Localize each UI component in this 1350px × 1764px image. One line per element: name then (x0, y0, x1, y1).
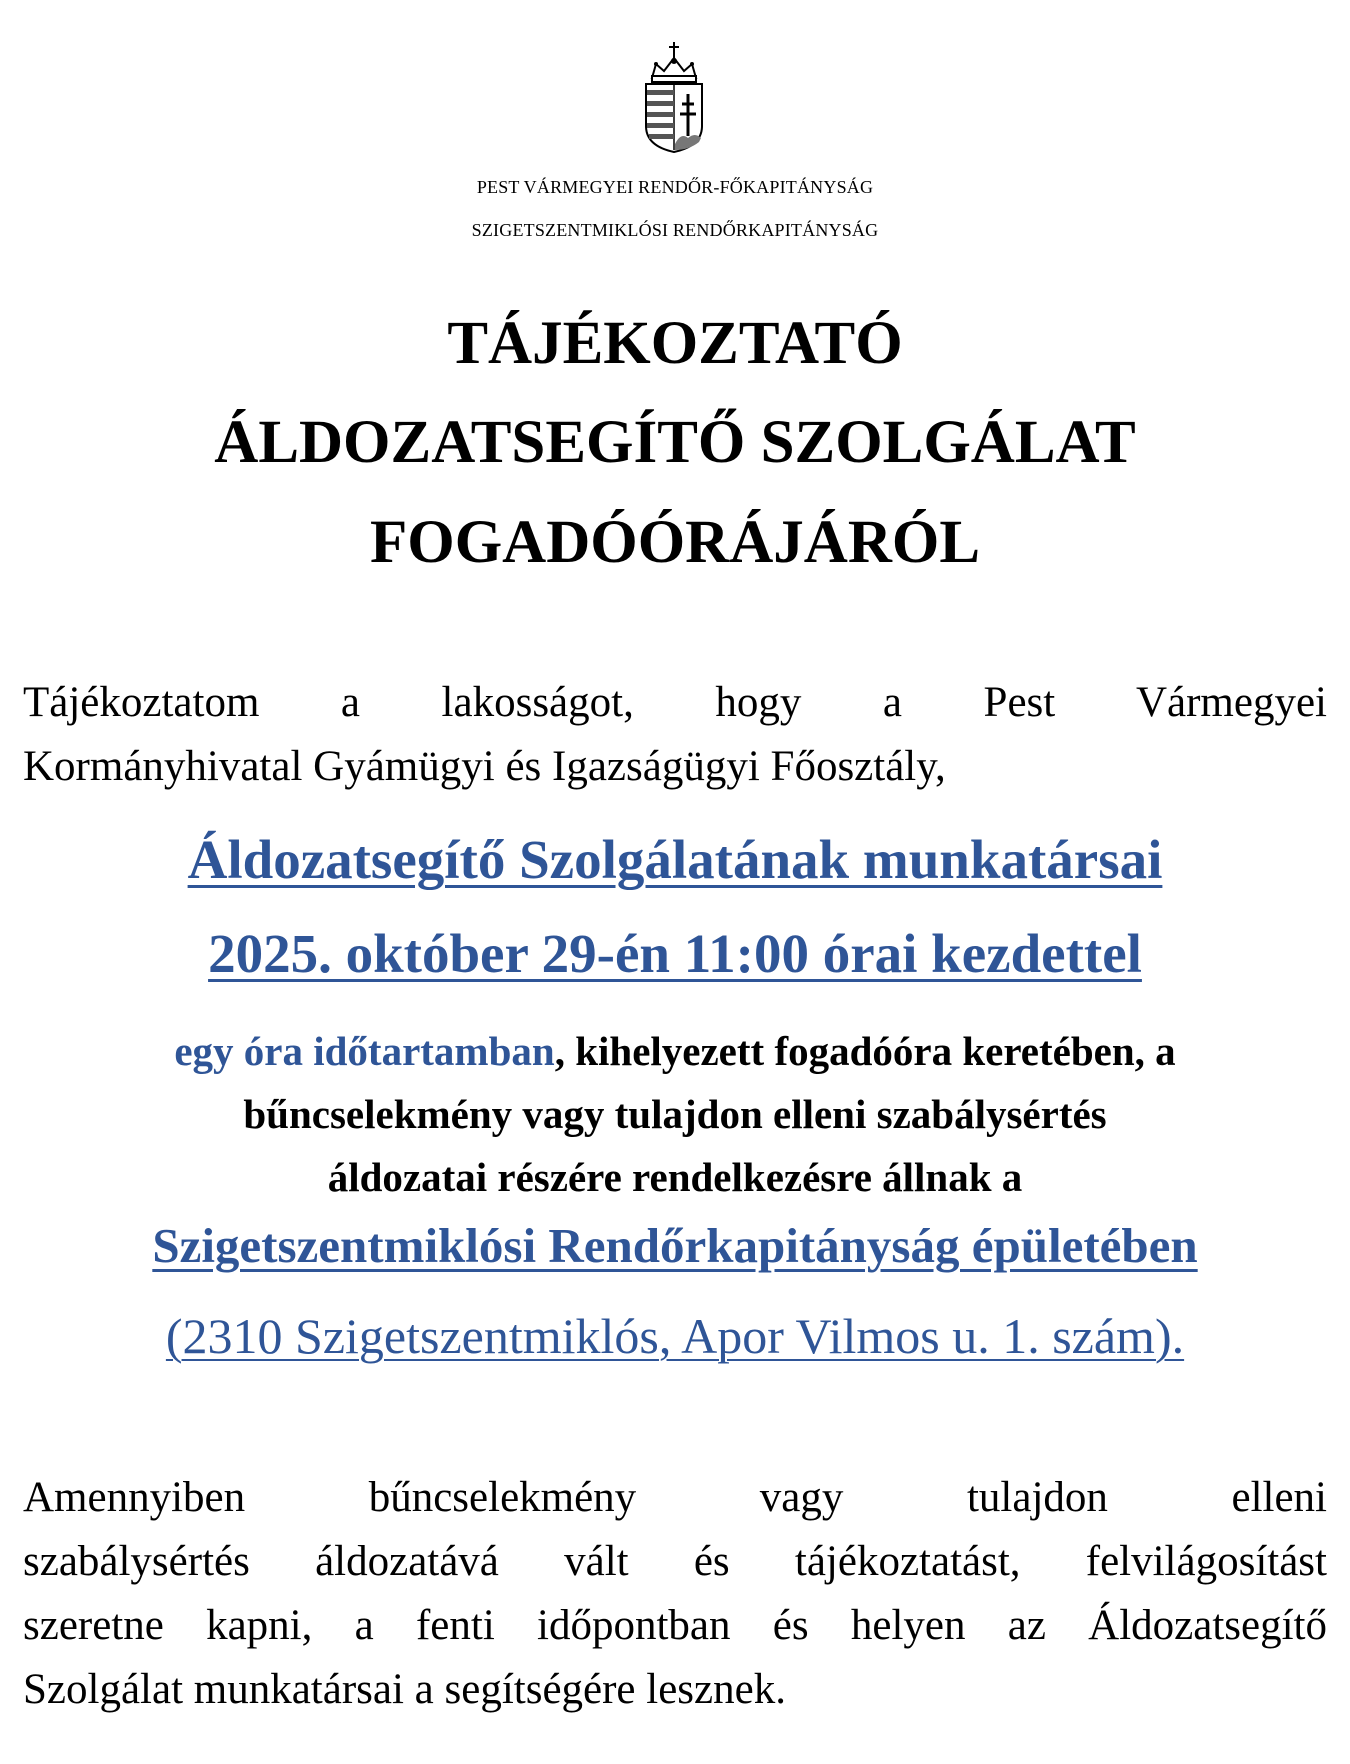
location-name: Szigetszentmiklósi Rendőrkapitányság épületében (152, 1218, 1198, 1273)
details-line: bűncselekmény vagy tulajdon elleni szabálysértés (243, 1091, 1107, 1137)
hungarian-coat-of-arms-icon (639, 34, 709, 154)
page-title-line3: FOGADÓÓRÁJÁRÓL (370, 509, 980, 576)
details-line (0, 1027, 1350, 1075)
event-datetime: 2025. október 29-én 11:00 órai kezdettel (208, 923, 1142, 984)
page-title: TÁJÉKOZTATÓ (447, 310, 903, 377)
closing-line: Amennyiben bűncselekmény vagy tulajdon elleni (23, 1474, 1327, 1521)
intro-line: Tájékoztatom a lakosságot, hogy a Pest Vármegyei (23, 679, 1327, 726)
closing-line: Szolgálat munkatársai a segítségére lesznek. (23, 1666, 786, 1713)
org-name-county: PEST VÁRMEGYEI RENDŐR-FŐKAPITÁNYSÁG (476, 177, 874, 197)
duration-text: egy óra időtartamban (174, 1028, 555, 1074)
location-address: (2310 Szigetszentmiklós, Apor Vilmos u. 1. szám). (165, 1308, 1185, 1364)
details-line1-text: , kihelyezett fogadóóra keretében, a (554, 1028, 1176, 1074)
intro-paragraph (23, 671, 1327, 799)
closing-line: szabálysértés áldozatává vált és tájékoztatást, felvilágosítást (23, 1538, 1327, 1585)
org-name-local: SZIGETSZENTMIKLÓSI RENDŐRKAPITÁNYSÁG (471, 220, 879, 240)
page-title-line2: ÁLDOZATSEGÍTŐ SZOLGÁLAT (214, 409, 1136, 476)
details-line: áldozatai részére rendelkezésre állnak a (327, 1154, 1023, 1200)
closing-line: szeretne kapni, a fenti időpontban és helyen az Áldozatsegítő (23, 1602, 1327, 1649)
service-name: Áldozatsegítő Szolgálatának munkatársai (187, 829, 1163, 890)
closing-paragraph (23, 1466, 1327, 1722)
intro-line: Kormányhivatal Gyámügyi és Igazságügyi Főosztály, (23, 743, 946, 790)
